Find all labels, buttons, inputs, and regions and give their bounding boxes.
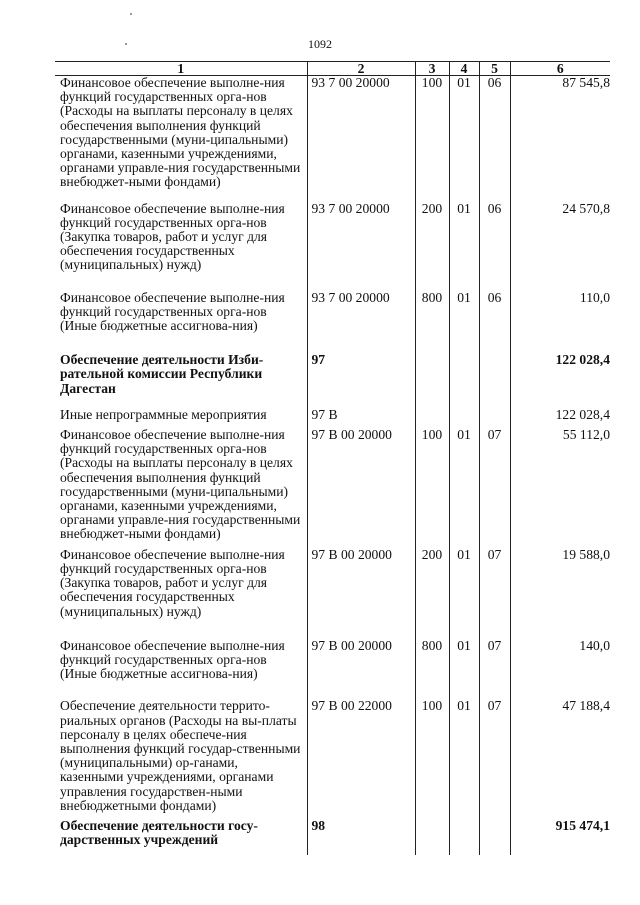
column-header-amount: 6 bbox=[510, 62, 610, 76]
row-amount-cell: 55 112,0 bbox=[510, 428, 610, 548]
row-subsection-cell: 06 bbox=[479, 291, 510, 354]
row-amount-cell: 915 474,1 bbox=[510, 819, 610, 855]
row-code-cell: 97 В bbox=[307, 408, 415, 428]
table-row bbox=[55, 639, 610, 700]
row-name-cell: Обеспечение деятельности Изби-рательной комиссии Республики Дагестан bbox=[60, 352, 264, 396]
table-row bbox=[55, 699, 610, 819]
column-header-code: 2 bbox=[307, 62, 415, 76]
row-name-cell: Обеспечение деятельности госу-дарственных учреждений bbox=[60, 817, 258, 848]
table-row bbox=[55, 76, 610, 202]
scan-speck bbox=[130, 13, 132, 15]
row-expense-type-cell bbox=[415, 819, 449, 855]
row-amount-cell: 19 588,0 bbox=[510, 548, 610, 639]
column-header-expense-type: 3 bbox=[415, 62, 449, 76]
row-section-cell bbox=[449, 353, 479, 408]
row-expense-type-cell: 100 bbox=[415, 428, 449, 548]
row-code-cell: 93 7 00 20000 bbox=[307, 76, 415, 202]
row-section-cell: 01 bbox=[449, 202, 479, 291]
row-section-cell: 01 bbox=[449, 291, 479, 354]
row-name-cell: Финансовое обеспечение выполне-ния функций государственных орга-нов (Иные бюджетные ассигнова-ния) bbox=[60, 637, 285, 682]
budget-table bbox=[55, 61, 610, 855]
row-subsection-cell: 07 bbox=[479, 639, 510, 700]
column-header-section: 4 bbox=[449, 62, 479, 76]
row-expense-type-cell bbox=[415, 353, 449, 408]
row-section-cell: 01 bbox=[449, 76, 479, 202]
row-section-cell bbox=[449, 819, 479, 855]
column-header-name: 1 bbox=[55, 62, 307, 76]
row-code-cell: 93 7 00 20000 bbox=[307, 202, 415, 291]
row-amount-cell: 110,0 bbox=[510, 291, 610, 354]
row-section-cell: 01 bbox=[449, 699, 479, 819]
row-subsection-cell bbox=[479, 408, 510, 428]
row-code-cell: 98 bbox=[307, 819, 415, 855]
row-subsection-cell: 07 bbox=[479, 428, 510, 548]
column-header-subsection: 5 bbox=[479, 62, 510, 76]
row-subsection-cell: 06 bbox=[479, 202, 510, 291]
row-expense-type-cell: 100 bbox=[415, 76, 449, 202]
row-name-cell: Финансовое обеспечение выполне-ния функций государственных орга-нов (Расходы на выплаты персоналу в целях обеспечения выполнения функций государственными (муни-ципальными) органами, казенными учреждениями, органами управле-ния государственными внебюджет-ными фондами) bbox=[60, 75, 301, 190]
row-section-cell: 01 bbox=[449, 428, 479, 548]
row-code-cell: 93 7 00 20000 bbox=[307, 291, 415, 354]
row-amount-cell: 140,0 bbox=[510, 639, 610, 700]
row-code-cell: 97 В 00 20000 bbox=[307, 428, 415, 548]
row-subsection-cell bbox=[479, 353, 510, 408]
row-name-cell: Финансовое обеспечение выполне-ния функций государственных орга-нов (Закупка товаров, работ и услуг для обеспечения государственных (муниципальных) нужд) bbox=[60, 546, 285, 619]
row-amount-cell: 24 570,8 bbox=[510, 202, 610, 291]
row-section-cell: 01 bbox=[449, 639, 479, 700]
row-code-cell: 97 В 00 20000 bbox=[307, 639, 415, 700]
row-subsection-cell: 06 bbox=[479, 76, 510, 202]
table-row bbox=[55, 428, 610, 548]
row-amount-cell: 122 028,4 bbox=[510, 353, 610, 408]
table-header-row bbox=[55, 62, 610, 76]
row-expense-type-cell: 200 bbox=[415, 202, 449, 291]
row-subsection-cell bbox=[479, 819, 510, 855]
row-expense-type-cell bbox=[415, 408, 449, 428]
page-number: 1092 bbox=[308, 37, 332, 51]
table-row bbox=[55, 202, 610, 291]
row-amount-cell: 87 545,8 bbox=[510, 76, 610, 202]
table-row bbox=[55, 819, 610, 855]
row-expense-type-cell: 200 bbox=[415, 548, 449, 639]
row-amount-cell: 122 028,4 bbox=[510, 408, 610, 428]
row-name-cell: Финансовое обеспечение выполне-ния функций государственных орга-нов (Закупка товаров, работ и услуг для обеспечения государственных (муниципальных) нужд) bbox=[60, 200, 285, 273]
row-subsection-cell: 07 bbox=[479, 548, 510, 639]
table-row bbox=[55, 408, 610, 428]
row-code-cell: 97 В 00 20000 bbox=[307, 548, 415, 639]
row-section-cell: 01 bbox=[449, 548, 479, 639]
row-name-cell: Финансовое обеспечение выполне-ния функций государственных орга-нов (Иные бюджетные ассигнова-ния) bbox=[60, 289, 285, 334]
table-row bbox=[55, 353, 610, 408]
row-name-cell: Финансовое обеспечение выполне-ния функций государственных орга-нов (Расходы на выплаты персоналу в целях обеспечения выполнения функций государственными (муни-ципальными) органами, казенными учреждениями, органами управле-ния государственными внебюджет-ными фондами) bbox=[60, 427, 301, 542]
row-name-cell: Иные непрограммные мероприятия bbox=[60, 406, 267, 422]
row-expense-type-cell: 100 bbox=[415, 699, 449, 819]
table-row bbox=[55, 291, 610, 354]
row-subsection-cell: 07 bbox=[479, 699, 510, 819]
row-name-cell: Обеспечение деятельности террито-риальных органов (Расходы на вы-платы персоналу в целях обеспече-ния выполнения функций государ-ственными (муниципальными) ор-ганами, казенными учреждениями, органами управления государствен-ными внебюджетными фондами) bbox=[60, 698, 301, 813]
table-row bbox=[55, 548, 610, 639]
row-code-cell: 97 В 00 22000 bbox=[307, 699, 415, 819]
row-amount-cell: 47 188,4 bbox=[510, 699, 610, 819]
row-expense-type-cell: 800 bbox=[415, 291, 449, 354]
row-expense-type-cell: 800 bbox=[415, 639, 449, 700]
row-code-cell: 97 bbox=[307, 353, 415, 408]
row-section-cell bbox=[449, 408, 479, 428]
